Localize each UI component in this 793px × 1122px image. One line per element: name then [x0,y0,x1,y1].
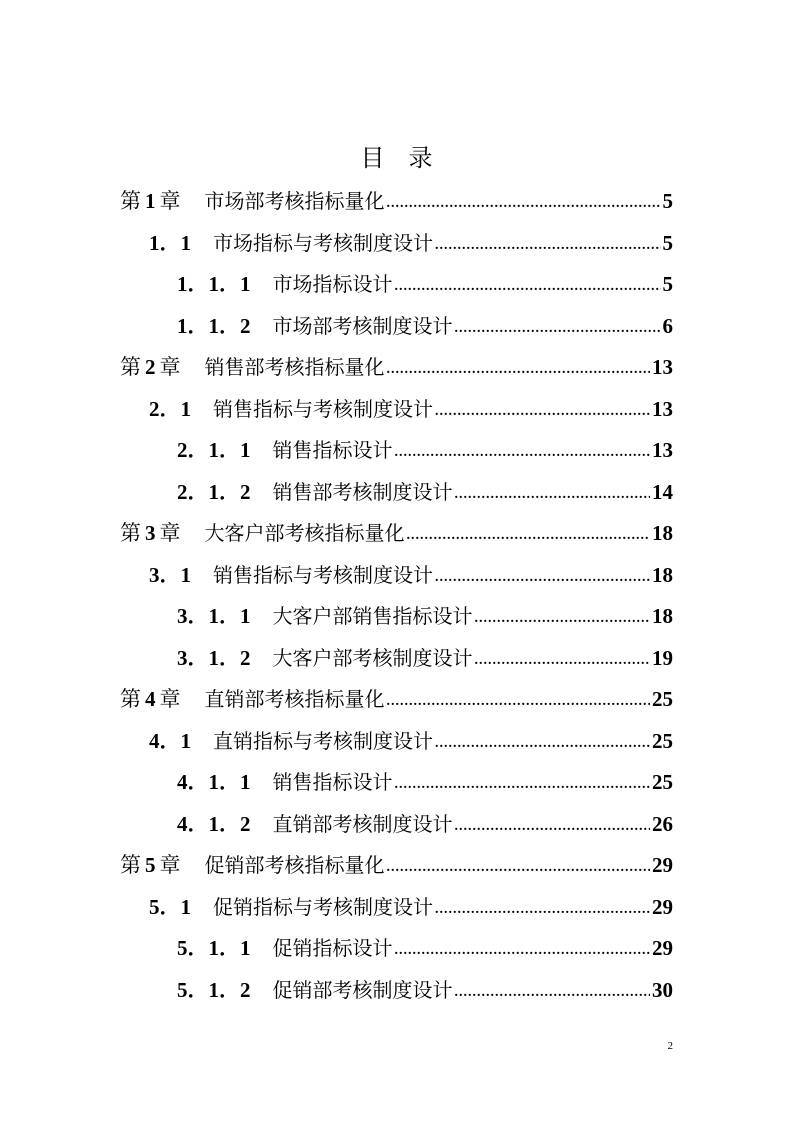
chapter-number: 3 [145,521,156,545]
dot-leader [455,975,651,1011]
toc-entry-level-3[interactable] [177,432,673,468]
toc-entry-level-3[interactable] [177,764,673,800]
toc-entry-number [120,681,181,717]
dot-leader [435,228,661,264]
toc-entry-level-3[interactable] [177,806,673,842]
toc-entry-title: 大客户部考核指标量化 [204,521,405,545]
dot-leader [475,601,651,637]
toc-entry-title: 销售指标与考核制度设计 [213,396,433,421]
chapter-number: 2 [145,355,156,379]
chapter-suffix: 章 [159,853,181,877]
toc-entry-page: 29 [652,894,673,919]
dot-leader [435,560,650,596]
toc-entry-level-1[interactable] [120,349,673,385]
page-title [0,142,793,176]
toc-entry-level-3[interactable] [177,266,673,302]
chapter-number: 4 [145,687,156,711]
toc-entry-level-2[interactable] [149,723,673,759]
toc-entry-title: 市场部考核制度设计 [272,313,453,338]
toc-entry-title: 市场部考核指标量化 [204,189,385,213]
dot-leader [387,850,651,886]
toc-entry-page: 19 [652,645,673,670]
toc-entry-page: 5 [662,189,673,213]
toc-entry-page: 5 [662,230,673,255]
toc-entry-page: 5 [662,272,673,296]
toc-entry-level-3[interactable] [177,474,673,510]
toc-entry-number: 2．1．1 [177,438,251,462]
dot-leader [455,311,661,347]
chapter-prefix: 第 [120,355,141,379]
toc-entry-title: 销售部考核指标量化 [204,355,385,379]
toc-entry-number [120,349,181,385]
dot-leader [435,892,650,928]
toc-entry-title: 销售指标与考核制度设计 [213,562,433,587]
toc-entry-title: 促销部考核指标量化 [204,853,385,877]
dot-leader [475,643,651,679]
toc-entry-number: 5．1 [149,894,191,919]
toc-entry-number [120,183,181,219]
dot-leader [387,186,661,222]
toc-entry-level-3[interactable] [177,598,673,634]
toc-entry-page: 18 [652,604,673,628]
toc-entry-page: 29 [652,853,673,877]
dot-leader [387,684,651,720]
toc-entry-title: 直销部考核制度设计 [272,811,453,836]
toc-entry-title: 市场指标与考核制度设计 [213,230,433,255]
toc-entry-page: 13 [652,355,673,379]
title-part-2: 录 [408,146,433,172]
dot-leader [395,767,651,803]
toc-entry-title: 市场指标设计 [272,272,393,296]
toc-entry-title: 促销部考核制度设计 [272,977,453,1002]
toc-entry-page: 14 [652,479,673,504]
chapter-suffix: 章 [159,521,181,545]
toc-entry-page: 25 [652,770,673,794]
toc-entry-level-3[interactable] [177,930,673,966]
chapter-number: 1 [145,189,156,213]
chapter-prefix: 第 [120,853,141,877]
toc-entry-page: 13 [652,438,673,462]
dot-leader [435,726,650,762]
toc-entry-page: 18 [652,521,673,545]
dot-leader [455,809,651,845]
toc-entry-page: 29 [652,936,673,960]
dot-leader [387,352,651,388]
toc-entry-level-3[interactable] [177,972,673,1008]
toc-entry-title: 销售指标设计 [272,438,393,462]
toc-entry-number [120,847,181,883]
footer-page-number: 2 [667,1040,673,1052]
toc-entry-number: 2．1 [149,396,191,421]
toc-entry-title: 促销指标与考核制度设计 [213,894,433,919]
toc-entry-level-3[interactable] [177,640,673,676]
toc-entry-level-2[interactable] [149,889,673,925]
dot-leader [455,477,651,513]
dot-leader [395,269,661,305]
toc-entry-level-2[interactable] [149,391,673,427]
chapter-suffix: 章 [159,687,181,711]
toc-entry-title: 直销指标与考核制度设计 [213,728,433,753]
toc-entry-number: 1．1．1 [177,272,251,296]
toc-entry-level-2[interactable] [149,225,673,261]
toc-entry-page: 18 [652,562,673,587]
title-part-1: 目 [360,146,385,172]
chapter-suffix: 章 [159,355,181,379]
dot-leader [407,518,651,554]
toc-entry-number: 3．1 [149,562,191,587]
toc-entry-page: 6 [662,313,673,338]
toc-entry-number: 1．1 [149,230,191,255]
toc-entry-level-1[interactable] [120,183,673,219]
toc-entry-level-3[interactable] [177,308,673,344]
dot-leader [395,435,651,471]
toc-entry-number: 4．1．1 [177,770,251,794]
toc-entry-page: 25 [652,728,673,753]
toc-entry-number: 5．1．1 [177,936,251,960]
toc-entry-number: 4．1 [149,728,191,753]
toc-entry-title: 大客户部销售指标设计 [272,604,473,628]
toc-entry-number: 5．1．2 [177,977,251,1002]
toc-entry-level-2[interactable] [149,557,673,593]
toc-entry-level-1[interactable] [120,847,673,883]
toc-entry-title: 销售部考核制度设计 [272,479,453,504]
chapter-prefix: 第 [120,687,141,711]
toc-entry-level-1[interactable] [120,681,673,717]
toc-entry-page: 13 [652,396,673,421]
chapter-suffix: 章 [159,189,181,213]
toc-entry-number [120,515,181,551]
toc-entry-number: 3．1．2 [177,645,251,670]
toc-entry-number: 3．1．1 [177,604,251,628]
dot-leader [395,933,651,969]
chapter-number: 5 [145,853,156,877]
dot-leader [435,394,650,430]
toc-entry-number: 2．1．2 [177,479,251,504]
toc-entry-title: 销售指标设计 [272,770,393,794]
toc-entry-number: 1．1．2 [177,313,251,338]
chapter-prefix: 第 [120,189,141,213]
toc-entry-page: 30 [652,977,673,1002]
toc-entry-page: 25 [652,687,673,711]
toc-entry-title: 直销部考核指标量化 [204,687,385,711]
toc-entry-title: 促销指标设计 [272,936,393,960]
toc-entry-number: 4．1．2 [177,811,251,836]
toc-entry-title: 大客户部考核制度设计 [272,645,473,670]
chapter-prefix: 第 [120,521,141,545]
toc-entry-level-1[interactable] [120,515,673,551]
toc-entry-page: 26 [652,811,673,836]
